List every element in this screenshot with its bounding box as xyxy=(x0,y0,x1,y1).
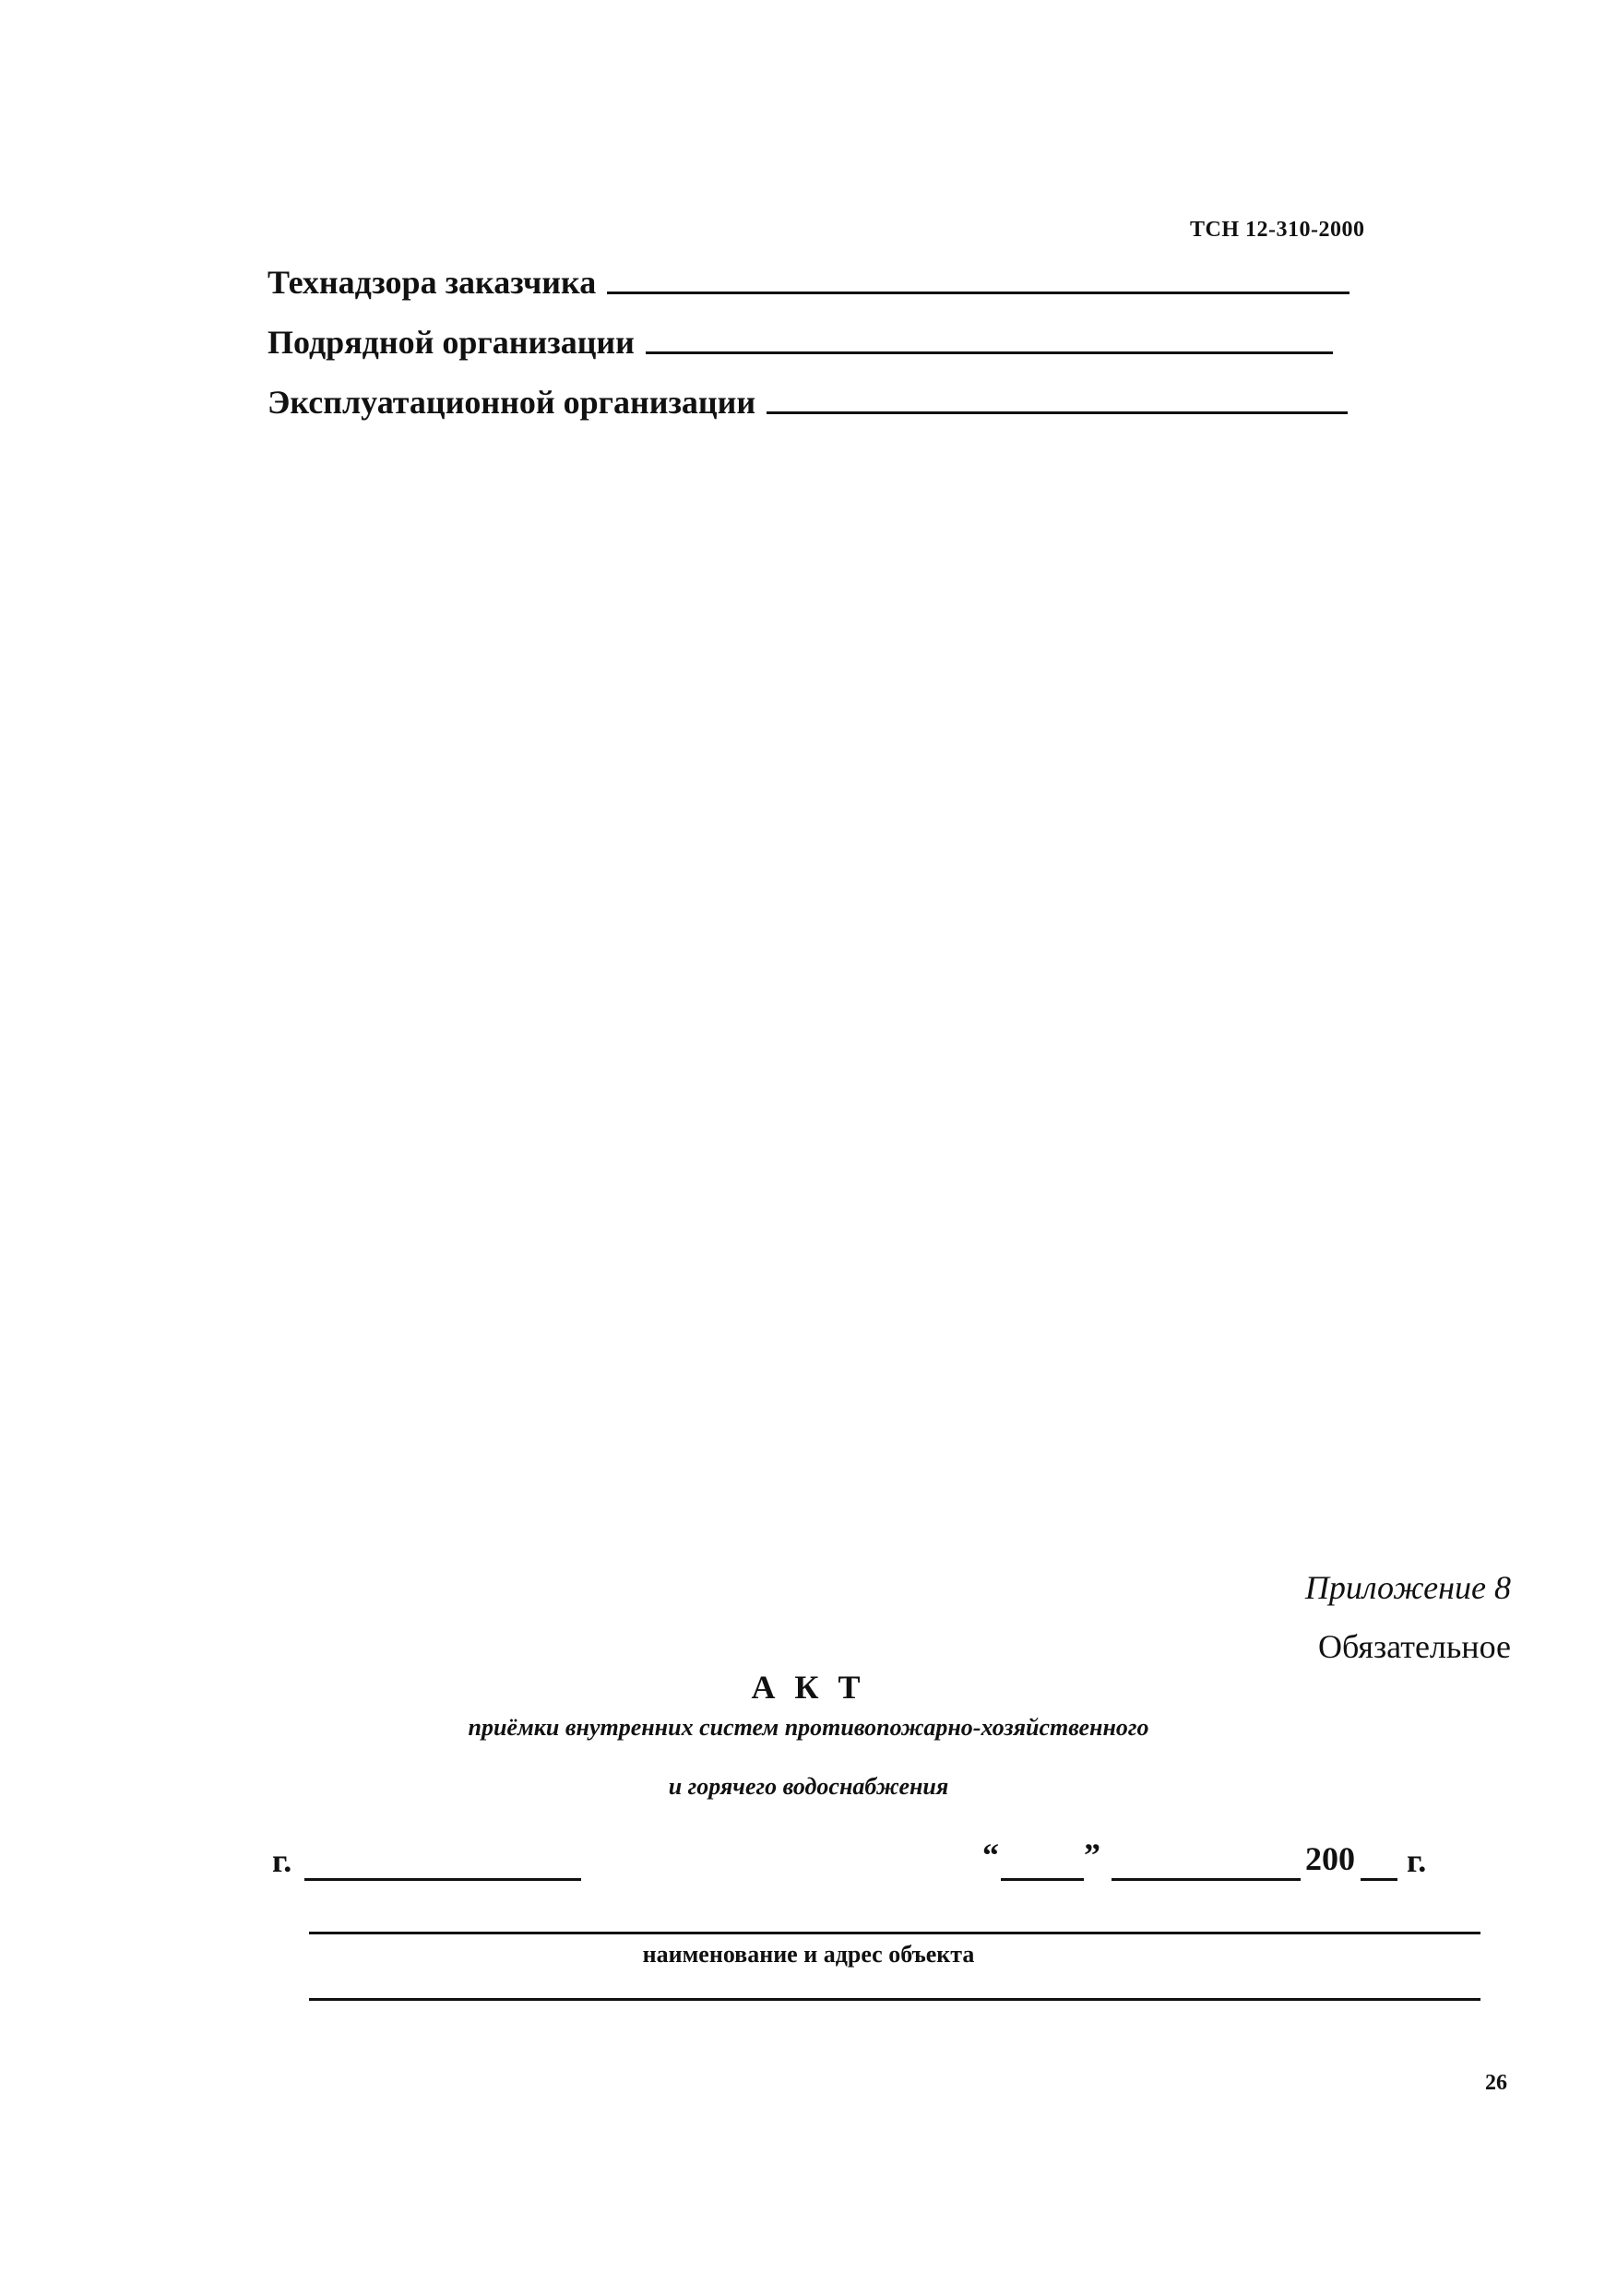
act-subtitle-line1: приёмки внутренних систем противопожарно-хозяйственного xyxy=(468,1714,1149,1741)
city-label: г. xyxy=(272,1842,292,1879)
appendix-number: Приложение 8 xyxy=(1304,1569,1511,1606)
city-field-line xyxy=(304,1878,581,1881)
object-caption: наименование и адрес объекта xyxy=(642,1941,975,1968)
signature-line xyxy=(646,351,1333,354)
signature-line xyxy=(607,291,1349,294)
act-title: А К Т xyxy=(751,1669,866,1706)
day-quote-open: “ xyxy=(982,1837,999,1874)
signature-label: Эксплуатационной организации xyxy=(268,384,756,421)
page-number: 26 xyxy=(1485,2071,1507,2095)
object-field-line xyxy=(309,1932,1480,1934)
signature-row-customer xyxy=(268,263,1349,302)
day-quote-close: ” xyxy=(1084,1837,1100,1874)
signature-line xyxy=(767,411,1348,414)
document-code: ТСН 12-310-2000 xyxy=(1190,218,1365,242)
object-field-line-2 xyxy=(309,1998,1480,2001)
signature-label: Технадзора заказчика xyxy=(268,264,597,301)
signature-label: Подрядной организации xyxy=(268,324,635,361)
appendix-status: Обязательное xyxy=(1317,1628,1511,1665)
signature-row-contractor xyxy=(268,323,1333,362)
year-prefix: 200 xyxy=(1305,1840,1355,1877)
act-subtitle-line2: и горячего водоснабжения xyxy=(668,1773,949,1800)
signature-row-operator xyxy=(268,383,1348,422)
year-field-line xyxy=(1361,1878,1397,1881)
year-suffix: г. xyxy=(1407,1842,1427,1879)
month-field-line xyxy=(1112,1878,1301,1881)
day-field-line xyxy=(1001,1878,1084,1881)
